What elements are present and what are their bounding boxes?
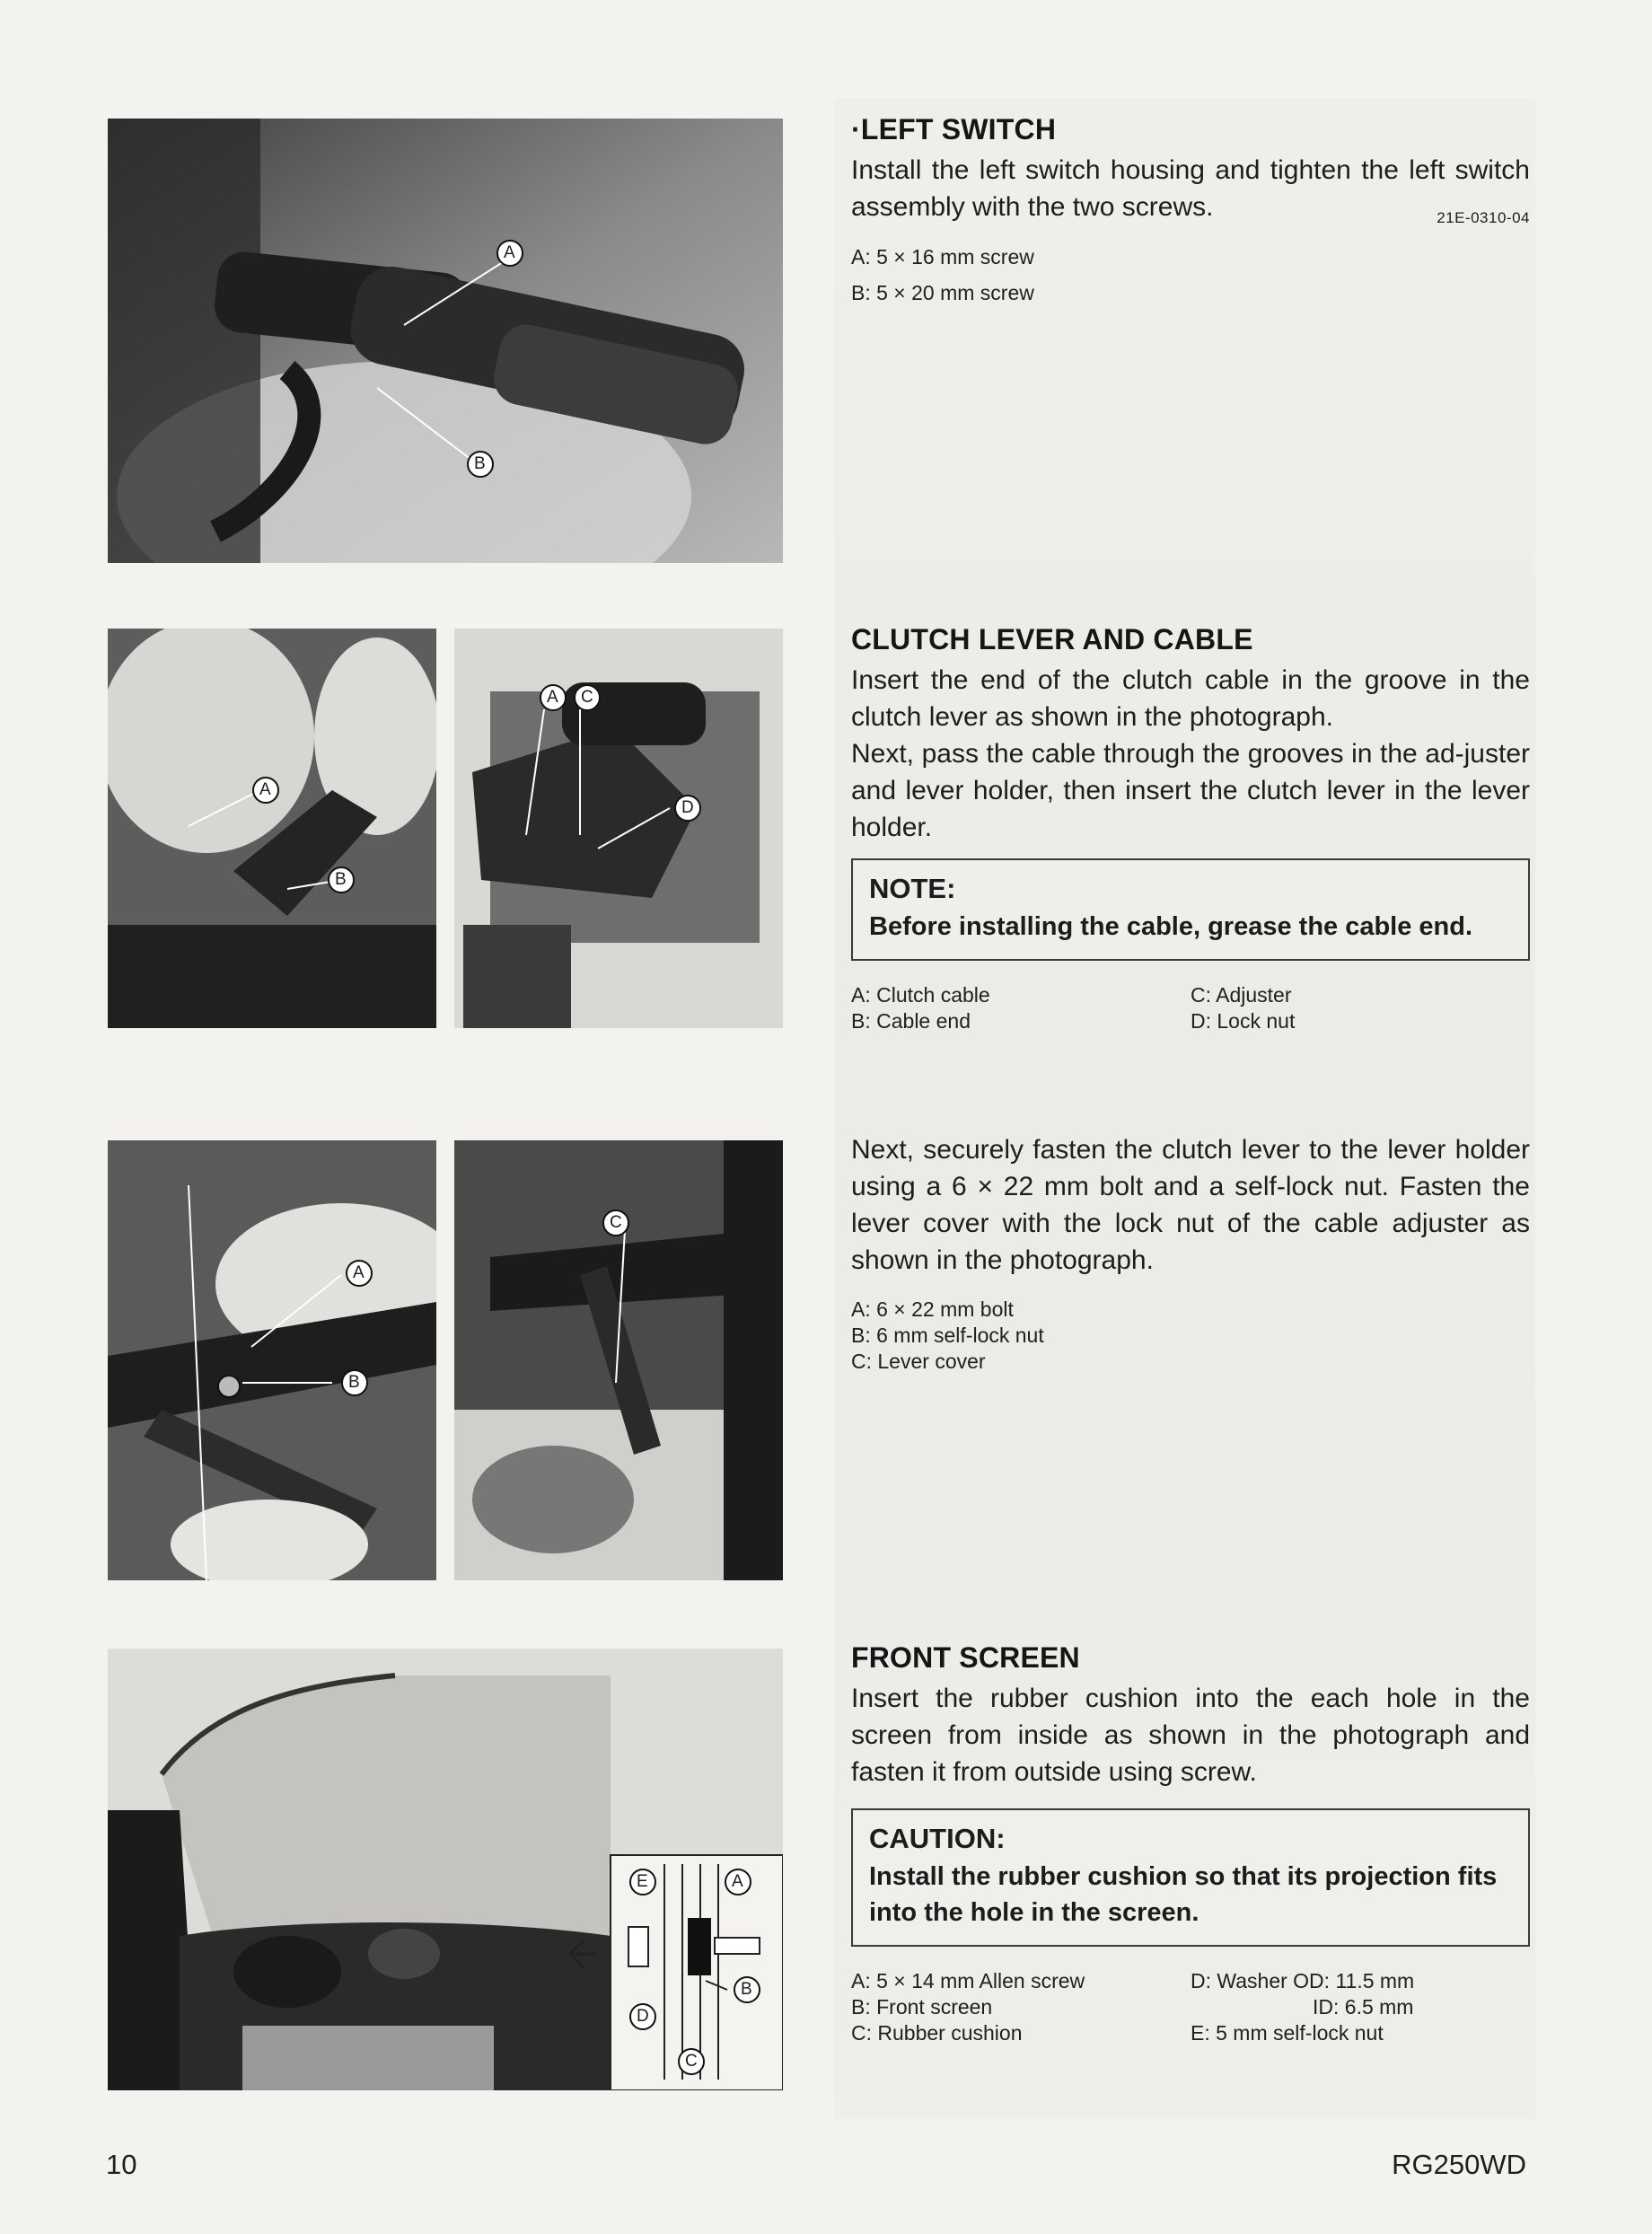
note-title: NOTE: — [869, 873, 956, 904]
legend-item: C: Adjuster — [1191, 983, 1292, 1007]
callout-a: A — [504, 243, 515, 262]
caution-box — [851, 1808, 1530, 1947]
legend — [851, 243, 1530, 306]
caution-text: Install the rubber cushion so that its projection fits into the hole in the screen. — [869, 1862, 1498, 1927]
legend-item: C: Lever cover — [851, 1350, 986, 1373]
callout-a: A — [259, 780, 271, 799]
photo-lever-bolt — [108, 1140, 436, 1580]
section-title: ·LEFT SWITCH — [851, 113, 1057, 145]
callout-a: A — [547, 688, 558, 707]
legend-item: B: 6 mm self-lock nut — [851, 1324, 1044, 1347]
body-text: Next, securely fasten the clutch lever to the lever holder using a 6 × 22 mm bolt and a self-lock nut. Fasten the lever cover with the lock nut of the cable adjuster as shown in the photograph. — [851, 1135, 1530, 1275]
callout-e: E — [637, 1872, 648, 1891]
callout-b: B — [348, 1373, 360, 1392]
callout-c: C — [581, 688, 593, 707]
legend-item: A: 5 × 14 mm Allen screw — [851, 1969, 1085, 1992]
legend-item: C: Rubber cushion — [851, 2021, 1023, 2045]
section-title: FRONT SCREEN — [851, 1641, 1080, 1674]
callout-b: B — [335, 870, 347, 889]
legend — [851, 982, 1530, 1034]
reference-code: 21E-0310-04 — [1437, 209, 1530, 226]
body-text: Install the left switch housing and tighten the left switch assembly with the two screws. — [851, 155, 1530, 222]
legend-item: B: Front screen — [851, 1995, 993, 2019]
page-number: 10 — [106, 2149, 137, 2180]
photo-clutch-cable-end — [108, 629, 436, 1028]
legend-item: D: Washer OD: 11.5 mm — [1191, 1969, 1415, 1992]
legend-item: ID: 6.5 mm — [1313, 1995, 1414, 2019]
callout-c: C — [685, 2052, 698, 2071]
legend-item: A: Clutch cable — [851, 983, 990, 1007]
section-body — [851, 152, 1530, 225]
legend — [851, 1297, 1530, 1375]
legend-item: A: 6 × 22 mm bolt — [851, 1297, 1014, 1321]
photo-left-switch — [108, 119, 783, 563]
body-text: Insert the end of the clutch cable in the groove in the clutch lever as shown in the photograph. — [851, 665, 1530, 732]
photo-front-screen — [108, 1649, 783, 2090]
note-box — [851, 858, 1530, 961]
legend-item: B: Cable end — [851, 1009, 971, 1033]
model-name: RG250WD — [1392, 2149, 1526, 2180]
body-text: Insert the rubber cushion into the each hole in the screen from inside as shown in the photograph and fasten it from outside using screw. — [851, 1684, 1530, 1787]
photo-lever-cover — [454, 1140, 783, 1580]
callout-a: A — [353, 1263, 365, 1282]
callout-a: A — [732, 1872, 743, 1891]
section-clutch-fasten — [851, 1131, 1530, 1375]
legend-item: B: 5 × 20 mm screw — [851, 281, 1034, 304]
photo-clutch-adjuster — [454, 629, 783, 1028]
body-text: Next, pass the cable through the grooves in the ad-juster and lever holder, then insert the clutch lever in the lever holder. — [851, 739, 1530, 842]
legend-item: D: Lock nut — [1191, 1009, 1296, 1033]
section-front-screen — [851, 1641, 1530, 2046]
legend-item: A: 5 × 16 mm screw — [851, 245, 1034, 268]
caution-title: CAUTION: — [869, 1823, 1006, 1854]
legend — [851, 1968, 1530, 2046]
callout-c: C — [610, 1213, 622, 1232]
legend-item: E: 5 mm self-lock nut — [1191, 2021, 1384, 2045]
callout-b: B — [474, 454, 486, 473]
note-text: Before installing the cable, grease the cable end. — [869, 912, 1473, 941]
section-clutch-lever — [851, 623, 1530, 1034]
callout-d: D — [637, 2007, 649, 2026]
callout-d: D — [681, 798, 694, 817]
section-left-switch — [851, 113, 1530, 306]
section-title: CLUTCH LEVER AND CABLE — [851, 623, 1253, 655]
callout-b: B — [741, 1980, 752, 1999]
